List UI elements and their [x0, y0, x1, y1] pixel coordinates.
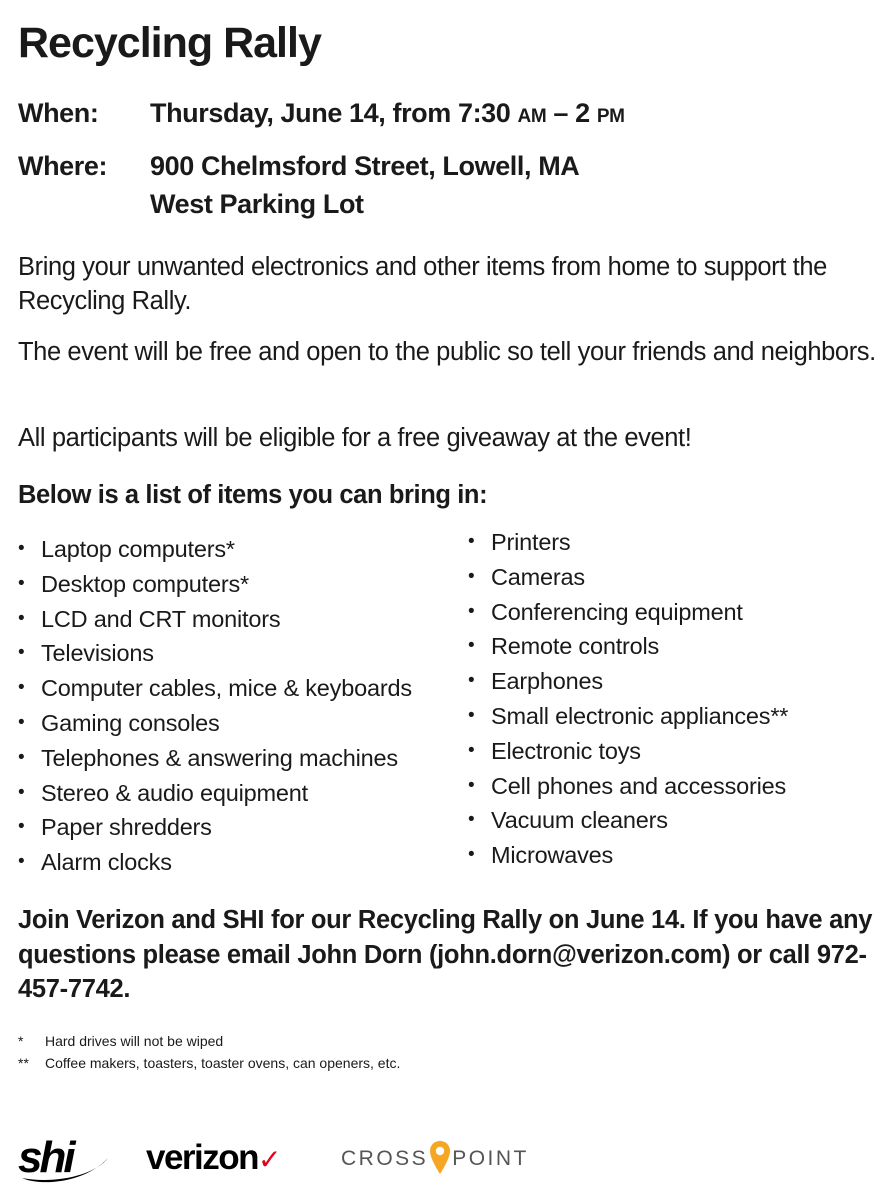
items-list-heading: Below is a list of items you can bring in: [18, 481, 488, 509]
list-item: • Small electronic appliances** [468, 699, 788, 734]
footnote-text: Hard drives will not be wiped [45, 1033, 224, 1049]
bullet-icon: • [18, 607, 25, 629]
crosspoint-text-right: POINT [452, 1147, 529, 1170]
bullet-icon: • [468, 531, 475, 552]
when-dash: – 2 [546, 98, 597, 128]
bullet-icon: • [18, 781, 25, 803]
list-item: • Desktop computers* [18, 567, 412, 602]
bullet-icon: • [18, 851, 25, 873]
call-to-action: Join Verizon and SHI for our Recycling Rally on June 14. If you have any questions please email John Dorn (john.dorn@verizon.com) or call 972-457-7742. [18, 906, 873, 1003]
list-item: • Conferencing equipment [468, 595, 788, 630]
list-item: • Stereo & audio equipment [18, 776, 412, 811]
free-event-paragraph: The event will be free and open to the public so tell your friends and neighbors. [18, 338, 876, 366]
list-item: • Cell phones and accessories [468, 769, 788, 804]
list-item: • Vacuum cleaners [468, 803, 788, 838]
footnote-mark: ** [18, 1055, 29, 1071]
bullet-icon: • [18, 711, 25, 733]
bullet-icon: • [468, 635, 475, 657]
bullet-icon: • [18, 816, 25, 838]
when-pm: PM [596, 106, 625, 127]
list-item: • Earphones [468, 664, 788, 699]
list-item: • Electronic toys [468, 734, 788, 769]
location-pin-icon [429, 1140, 451, 1176]
when-label: When: [18, 98, 99, 128]
where-address: 900 Chelmsford Street, Lowell, MA [150, 151, 580, 181]
bullet-icon: • [18, 538, 25, 559]
list-item: • Cameras [468, 560, 788, 595]
bullet-icon: • [468, 670, 475, 692]
when-value [150, 97, 625, 129]
list-item: • LCD and CRT monitors [18, 602, 412, 637]
list-item: • Televisions [18, 636, 412, 671]
bullet-icon: • [468, 809, 475, 831]
bullet-icon: • [468, 844, 475, 866]
bullet-icon: • [468, 739, 475, 761]
bullet-icon: • [18, 572, 25, 594]
footnote-text: Coffee makers, toasters, toaster ovens, can openers, etc. [45, 1055, 401, 1071]
crosspoint-logo [341, 1140, 529, 1178]
bullet-icon: • [468, 565, 475, 587]
shi-logo [14, 1128, 112, 1188]
checkmark-icon: ✓ [258, 1144, 281, 1175]
items-list-left [18, 532, 412, 880]
bullet-icon: • [468, 774, 475, 796]
giveaway-paragraph: All participants will be eligible for a free giveaway at the event! [18, 424, 692, 452]
list-item: • Computer cables, mice & keyboards [18, 671, 412, 706]
shi-logo-graphic [14, 1128, 112, 1188]
when-am: AM [517, 106, 547, 127]
crosspoint-text-left: CROSS [341, 1147, 429, 1170]
intro-paragraph: Bring your unwanted electronics and other items from home to support the Recycling Rally. [18, 253, 827, 315]
page-title: Recycling Rally [18, 19, 321, 67]
where-location: West Parking Lot [150, 189, 364, 219]
verizon-wordmark: verizon [146, 1138, 259, 1177]
footnote-mark: * [18, 1033, 24, 1049]
bullet-icon: • [18, 746, 25, 768]
list-item: • Printers [468, 525, 788, 560]
where-label: Where: [18, 151, 108, 181]
list-item: • Paper shredders [18, 810, 412, 845]
list-item: • Gaming consoles [18, 706, 412, 741]
list-item: • Microwaves [468, 838, 788, 873]
bullet-icon: • [468, 704, 475, 726]
list-item: • Telephones & answering machines [18, 741, 412, 776]
items-list-right [468, 525, 788, 873]
list-item: • Laptop computers* [18, 532, 412, 567]
list-item: • Alarm clocks [18, 845, 412, 880]
list-item: • Remote controls [468, 629, 788, 664]
bullet-icon: • [18, 677, 25, 699]
bullet-icon: • [468, 600, 475, 622]
when-date: Thursday, June 14, from 7:30 [150, 98, 518, 128]
shi-logo-text: shi [18, 1133, 73, 1182]
bullet-icon: • [18, 642, 25, 664]
verizon-logo [146, 1140, 280, 1175]
